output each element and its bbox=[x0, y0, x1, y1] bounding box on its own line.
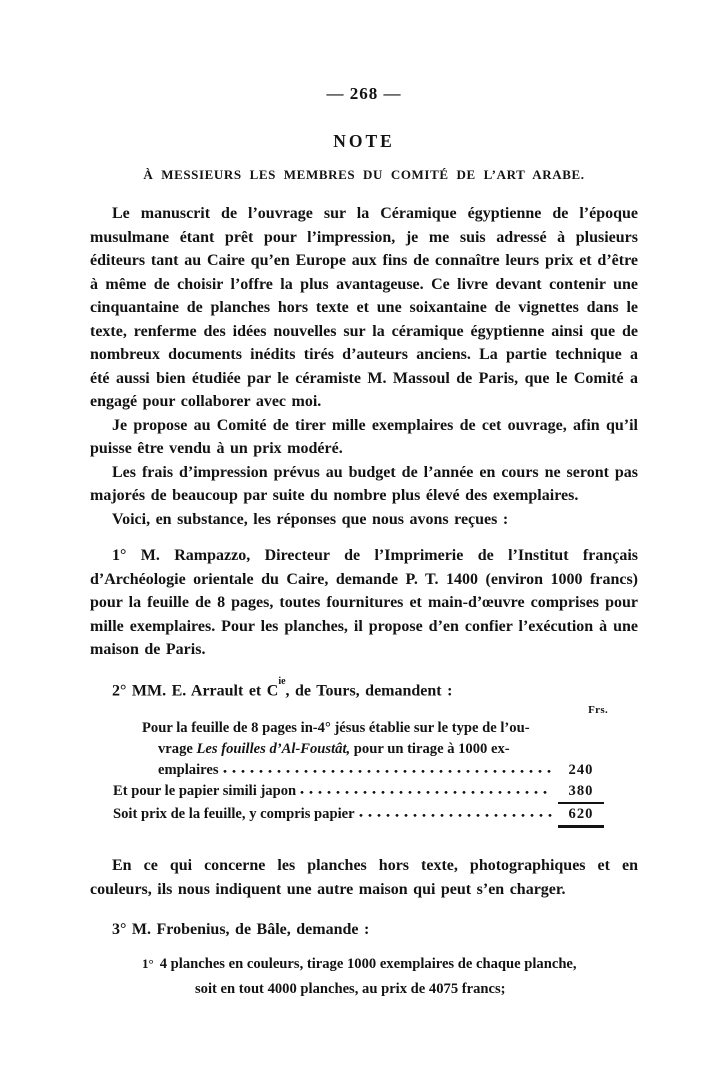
currency-column-label: Frs. bbox=[588, 704, 608, 717]
paragraph-manuscript: Le manuscrit de l’ouvrage sur la Céramique égyptienne de l’époque musulmane étant prêt pour l’impression, je me suis adressé à plusieurs éditeurs tant au Caire qu’en Europe aux fins de connaître leurs prix et d’être à même de choisir l’offre la plus avantageuse. Ce livre devant contenir une cinquantaine de planches hors texte et une soixantaine de vignettes dans le texte, renferme des idées nouvelles sur la céramique égyptienne ainsi que de nombreux documents inédits tirés d’auteurs anciens. La partie technique a été aussi bien étudiée par le céramiste M. Massoul de Paris, que le Comité a engagé pour collaborer avec moi. bbox=[90, 205, 638, 410]
sub-item-marker: 1° bbox=[142, 955, 154, 971]
sub-item-line1-text: 4 planches en couleurs, tirage 1000 exemplaires de chaque planche, bbox=[159, 955, 577, 972]
table-row-total bbox=[90, 804, 638, 828]
item-2-heading-suffix: , de Tours, demandent : bbox=[285, 681, 453, 699]
row3-label: Soit prix de la feuille, y compris papier bbox=[113, 806, 355, 823]
item-2-arrault-heading bbox=[90, 675, 638, 703]
item-3-sub-1 bbox=[90, 953, 638, 1000]
company-superscript: ie bbox=[278, 675, 286, 687]
dot-leader bbox=[223, 769, 552, 774]
table-row-feuille-line1: Pour la feuille de 8 pages in-4° jésus établie sur le type de l’ou- bbox=[142, 720, 530, 737]
row1-line2-prefix: vrage bbox=[158, 741, 197, 758]
table-row-feuille-line2 bbox=[90, 739, 638, 760]
paragraph-planches-note: En ce qui concerne les planches hors texte, photographiques et en couleurs, ils nous indiquent une autre maison qui peut s’en charger. bbox=[90, 857, 638, 898]
page-number: — 268 — bbox=[326, 84, 402, 103]
table-row-papier bbox=[90, 781, 638, 804]
book-title: Les fouilles d’Al-Foustât, bbox=[196, 741, 351, 758]
row1-label: emplaires bbox=[158, 762, 219, 779]
row1-line2-suffix: pour un tirage à 1000 ex- bbox=[350, 741, 510, 758]
note-title: NOTE bbox=[333, 131, 395, 151]
paragraph-proposal: Je propose au Comité de tirer mille exemplaires de cet ouvrage, afin qu’il puisse être vendu à un prix modéré. bbox=[90, 416, 638, 457]
note-subtitle: À MESSIEURS LES MEMBRES DU COMITÉ DE L’ART ARABE. bbox=[143, 167, 585, 182]
row2-label: Et pour le papier simili japon bbox=[113, 783, 297, 800]
text-column bbox=[90, 84, 638, 1000]
dot-leader bbox=[359, 813, 552, 818]
sub-item-line2: soit en tout 4000 planches, au prix de 4075 francs; bbox=[195, 980, 506, 997]
dot-leader bbox=[300, 790, 552, 795]
paragraph-responses-intro: Voici, en substance, les réponses que nous avons reçues : bbox=[112, 510, 509, 528]
price-quote-table bbox=[90, 718, 638, 828]
item-3-frobenius-heading: 3° M. Frobenius, de Bâle, demande : bbox=[112, 921, 370, 939]
sub-item-line1 bbox=[90, 953, 638, 975]
table-row-feuille-amount bbox=[90, 760, 638, 781]
paragraph-budget: Les frais d’impression prévus au budget de l’année en cours ne seront pas majorés de beaucoup par suite du nombre plus élevé des exemplaires. bbox=[90, 463, 638, 504]
amount-feuille: 240 bbox=[568, 762, 594, 779]
amount-total: 620 bbox=[558, 804, 604, 828]
item-2-heading-prefix: 2° MM. E. Arrault et C bbox=[112, 681, 279, 699]
item-1-rampazzo: 1° M. Rampazzo, Directeur de l’Imprimerie de l’Institut français d’Archéologie orientale du Caire, demande P. T. 1400 (environ 1000 francs) pour la feuille de 8 pages, toutes fournitures et main-d’œuvre comprises pour mille exemplaires. Pour les planches, il propose d’en confier l’exécution à une maison de Paris. bbox=[90, 547, 638, 658]
amount-papier: 380 bbox=[558, 781, 604, 804]
